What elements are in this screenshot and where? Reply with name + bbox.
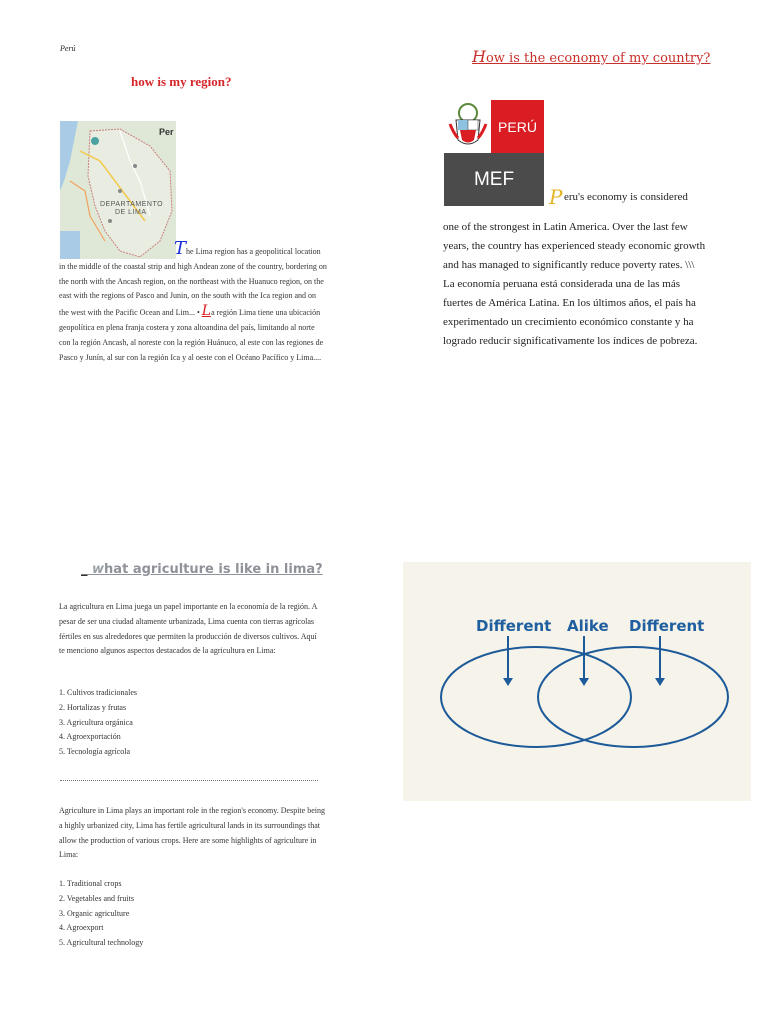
- agriculture-heading-text: hat agriculture is like in lima?: [104, 562, 323, 577]
- region-heading: how is my region?: [131, 74, 232, 89]
- map-graphic: [60, 121, 176, 259]
- dropcap-p: P: [549, 185, 563, 209]
- list-item: 3. Agricultura orgánica: [59, 717, 133, 727]
- agriculture-intro-es: La agricultura en Lima juega un papel importante en la economía de la región. A pesar de ser una ciudad altamente urbanizada, Lima cuenta con tierras agrícolas fértiles en sus alrededores que permiten la producción de diversos cultivos. Aquí te menciono algunos aspectos destacados de la agricultura en Lima:: [59, 602, 317, 656]
- map-label-department: DEPARTAMENTO: [100, 201, 164, 208]
- venn-diagram: [403, 562, 751, 801]
- map-label-country: Per: [159, 127, 174, 137]
- map-label-lima: DE LIMA: [115, 209, 147, 216]
- list-item: 1. Cultivos tradicionales: [59, 688, 137, 697]
- arrow-mid-head: [579, 678, 589, 686]
- venn-label-right: Different: [629, 617, 705, 635]
- list-item: 5. Tecnología agrícola: [59, 747, 131, 757]
- economy-heading-cap: H: [472, 47, 486, 66]
- economy-heading: [472, 47, 710, 66]
- region-paragraph-en: he Lima region has a geopolitical location in the middle of the coastal strip and high Andean zone of the country, bordering on the north with the Ancash region, on the northeast with the Huanuco region, on the east with the regions of Pasco and Junin, on the south with the Ica region and on the west with the Pacific Ocean and Lim... •: [59, 247, 327, 318]
- list-item: 3. Organic agriculture: [59, 908, 130, 918]
- dropcap-t: T: [174, 238, 187, 259]
- economy-paragraph: one of the strongest in Latin America. Over the last few years, the country has experienced steady economic growth and has managed to significantly reduce poverty rates. \\\ La economía peruana está considerada una de las más fuertes de América Latina. En los últimos años, el país ha experimentado un crecimiento económico constante y ha logrado reducir significativamente los índices de pobreza.: [443, 221, 706, 347]
- list-item: 4. Agroexport: [59, 923, 104, 933]
- agriculture-list-es: [59, 686, 137, 760]
- venn-right-circle: [538, 647, 728, 747]
- agriculture-heading-prefix: _: [81, 562, 88, 577]
- economy-first-line: eru's economy is considered: [564, 191, 688, 203]
- logo-country: PERÚ: [491, 100, 544, 153]
- economy-heading-text: ow is the economy of my country?: [485, 51, 711, 66]
- region-map: [60, 121, 176, 259]
- dropcap-l: L: [201, 303, 212, 320]
- arrow-left-head: [503, 678, 513, 686]
- mef-logo: [444, 100, 544, 206]
- header-country: Perú: [60, 44, 76, 53]
- section-divider: [60, 780, 318, 781]
- peru-coat-of-arms-icon: [444, 100, 491, 153]
- region-text-en: [59, 238, 327, 365]
- venn-left-circle: [441, 647, 631, 747]
- agriculture-intro-en: Agriculture in Lima plays an important role in the region's economy. Despite being a highly urbanized city, Lima has fertile agricultural lands in its surroundings that allow the production of various crops. Here are some highlights of agriculture in Lima:: [59, 806, 325, 860]
- venn-label-mid: Alike: [567, 617, 609, 635]
- list-item: 4. Agroexportación: [59, 732, 121, 742]
- region-paragraph-es: a región Lima tiene una ubicación geopolítica en plena franja costera y zona altoandina del país, limitando al norte con la región Ancash, al noreste con la región Huánuco, al este con las regiones de Pasco y Junín, al sur con la región Ica y al oeste con el Océano Pacífico y Lima....: [59, 308, 324, 362]
- list-item: 1. Traditional crops: [59, 879, 122, 888]
- arrow-right-head: [655, 678, 665, 686]
- list-item: 2. Hortalizas y frutas: [59, 702, 127, 712]
- logo-org: MEF: [444, 153, 544, 206]
- agriculture-heading: [81, 562, 323, 577]
- agriculture-heading-cap: w: [92, 562, 105, 577]
- list-item: 2. Vegetables and fruits: [59, 893, 134, 903]
- list-item: 5. Agricultural technology: [59, 938, 144, 948]
- agriculture-list-en: [59, 877, 143, 951]
- venn-label-left: Different: [476, 617, 552, 635]
- venn-graphic: [403, 562, 751, 801]
